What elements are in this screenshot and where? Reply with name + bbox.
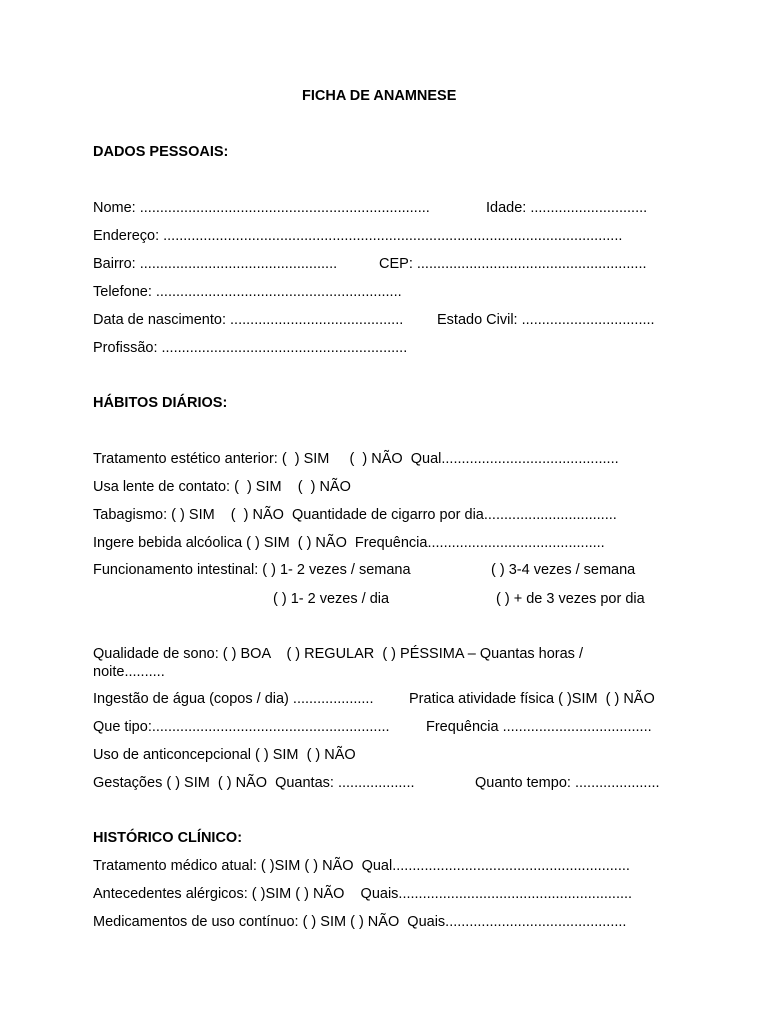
field-idade: Idade: .............................: [486, 200, 648, 216]
field-data-nascimento: Data de nascimento: ...........................................: [93, 312, 404, 328]
field-endereco: Endereço: ..................................................................................................................: [93, 228, 623, 244]
field-cep: CEP: .........................................................: [379, 256, 647, 272]
field-lente-contato: Usa lente de contato: ( ) SIM ( ) NÃO: [93, 479, 351, 495]
field-bebida: Ingere bebida alcóolica ( ) SIM ( ) NÃO Frequência............................................: [93, 535, 605, 551]
field-qualidade-sono-cont: noite..........: [93, 664, 165, 680]
field-intestinal-option-4: ( ) + de 3 vezes por dia: [496, 591, 645, 607]
field-tratamento-medico: Tratamento médico atual: ( )SIM ( ) NÃO Qual...........................................................: [93, 858, 630, 874]
field-profissao: Profissão: .............................................................: [93, 340, 408, 356]
field-nome: Nome: ........................................................................: [93, 200, 430, 216]
field-atividade-fisica: Pratica atividade física ( )SIM ( ) NÃO: [409, 691, 655, 707]
field-tabagismo: Tabagismo: ( ) SIM ( ) NÃO Quantidade de cigarro por dia.................................: [93, 507, 617, 523]
page-title: FICHA DE ANAMNESE: [302, 88, 457, 104]
field-telefone: Telefone: .............................................................: [93, 284, 402, 300]
field-intestinal: Funcionamento intestinal: ( ) 1- 2 vezes / semana: [93, 562, 411, 578]
section-heading-dados-pessoais: DADOS PESSOAIS:: [93, 144, 229, 160]
field-ingestao-agua: Ingestão de água (copos / dia) ....................: [93, 691, 374, 707]
field-quanto-tempo: Quanto tempo: .....................: [475, 775, 660, 791]
field-gestacoes: Gestações ( ) SIM ( ) NÃO Quantas: ...................: [93, 775, 415, 791]
field-intestinal-option-2: ( ) 3-4 vezes / semana: [491, 562, 636, 578]
field-estado-civil: Estado Civil: .................................: [437, 312, 655, 328]
field-qualidade-sono: Qualidade de sono: ( ) BOA ( ) REGULAR ( ) PÉSSIMA – Quantas horas /: [93, 646, 583, 662]
field-bairro: Bairro: .................................................: [93, 256, 338, 272]
field-que-tipo: Que tipo:...........................................................: [93, 719, 390, 735]
section-heading-historico-clinico: HISTÓRICO CLÍNICO:: [93, 830, 243, 846]
field-intestinal-option-3: ( ) 1- 2 vezes / dia: [273, 591, 390, 607]
section-heading-habitos-diarios: HÁBITOS DIÁRIOS:: [93, 395, 228, 411]
field-antecedentes-alergicos: Antecedentes alérgicos: ( )SIM ( ) NÃO Quais..........................................................: [93, 886, 633, 902]
field-tratamento-estetico: Tratamento estético anterior: ( ) SIM ( ) NÃO Qual............................................: [93, 451, 619, 467]
field-medicamentos: Medicamentos de uso contínuo: ( ) SIM ( ) NÃO Quais.............................................: [93, 914, 627, 930]
field-anticoncepcional: Uso de anticoncepcional ( ) SIM ( ) NÃO: [93, 747, 356, 763]
field-frequencia: Frequência .....................................: [426, 719, 652, 735]
